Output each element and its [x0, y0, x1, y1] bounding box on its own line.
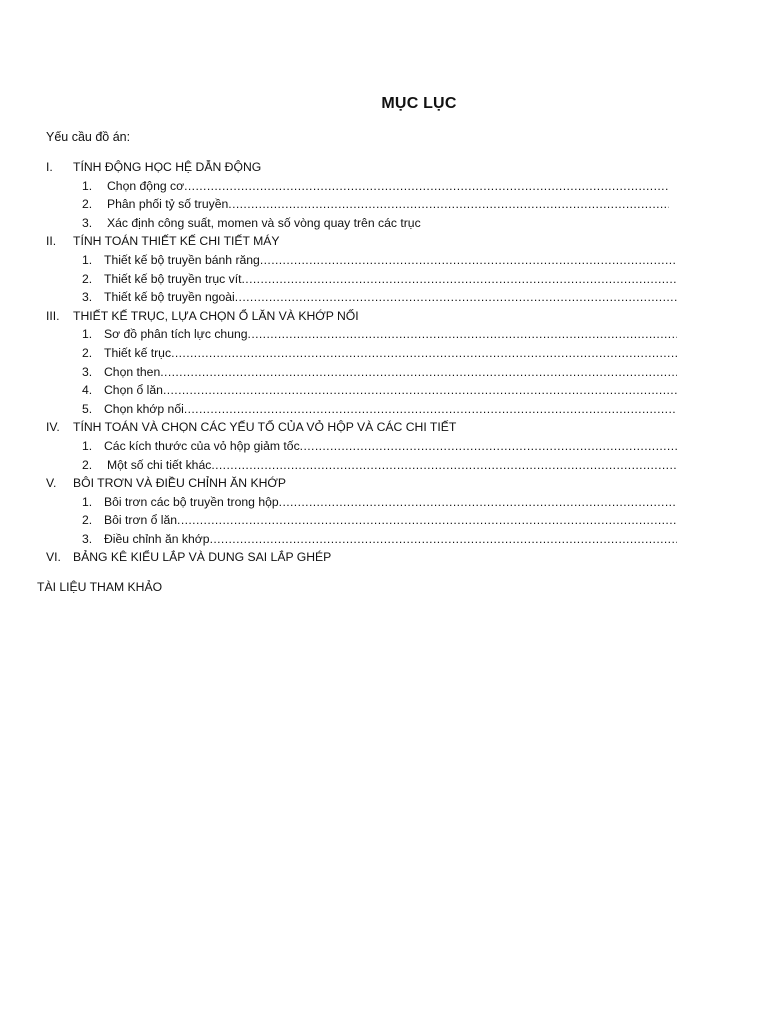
- toc-item: [0, 251, 768, 270]
- dot-leader: [248, 325, 677, 344]
- item-number: 1.: [82, 252, 93, 267]
- toc-entry: [104, 381, 677, 400]
- toc-item: [0, 177, 768, 196]
- section-number: V.: [46, 476, 57, 491]
- dot-leader: [279, 493, 677, 512]
- toc-entry: [104, 437, 677, 456]
- toc-item: [0, 288, 768, 307]
- item-number: 2.: [82, 197, 93, 212]
- toc-entry: [104, 288, 677, 307]
- item-text: Một số chi tiết khác: [107, 457, 212, 472]
- toc-item: [0, 325, 768, 344]
- section-title: TÍNH TOÁN VÀ CHỌN CÁC YẾU TỐ CỦA VỎ HỘP VÀ CÁC CHI TIẾT: [73, 420, 457, 435]
- item-number: 3.: [82, 215, 93, 230]
- item-text: Thiết kế bộ truyền ngoài: [104, 290, 235, 305]
- toc-item: [0, 400, 768, 419]
- item-number: 1.: [82, 494, 93, 509]
- toc-item: [0, 493, 768, 512]
- section-number: VI.: [46, 550, 61, 565]
- toc-entry: [107, 214, 677, 233]
- toc-entry: [107, 177, 669, 196]
- toc-entry: [104, 251, 677, 270]
- item-number: 2.: [82, 271, 93, 286]
- table-of-contents: [0, 158, 768, 567]
- toc-entry: [104, 344, 677, 363]
- references-heading: TÀI LIỆU THAM KHẢO: [37, 580, 163, 594]
- section-title: THIẾT KẾ TRỤC, LỰA CHỌN Ổ LĂN VÀ KHỚP NỐI: [73, 308, 359, 323]
- item-text: Thiết kế trục: [104, 345, 172, 360]
- toc-item: [0, 344, 768, 363]
- toc-entry: [107, 195, 669, 214]
- item-text: Các kích thước của vỏ hộp giảm tốc: [104, 438, 300, 453]
- dot-leader: [235, 288, 677, 307]
- toc-item: [0, 270, 768, 289]
- toc-entry: [104, 400, 677, 419]
- toc-entry: [104, 511, 677, 530]
- item-text: Chọn động cơ: [107, 178, 185, 193]
- toc-section: [0, 474, 768, 493]
- section-title: BẢNG KÊ KIỂU LẮP VÀ DUNG SAI LẮP GHÉP: [73, 550, 332, 565]
- item-text: Chọn ổ lăn: [104, 383, 163, 398]
- item-text: Bôi trơn các bộ truyền trong hộp: [104, 494, 279, 509]
- toc-item: [0, 195, 768, 214]
- dot-leader: [242, 270, 677, 289]
- item-number: 2.: [82, 457, 93, 472]
- toc-entry: [104, 493, 677, 512]
- item-text: Phân phối tỷ số truyền: [107, 197, 229, 212]
- toc-item: [0, 381, 768, 400]
- item-text: Sơ đồ phân tích lực chung: [104, 327, 248, 342]
- dot-leader: [210, 530, 677, 549]
- section-number: III.: [46, 308, 60, 323]
- requirement-label: Yếu cầu đồ án:: [46, 130, 131, 144]
- item-number: 3.: [82, 290, 93, 305]
- item-text: Chọn khớp nối: [104, 401, 184, 416]
- item-number: 5.: [82, 401, 93, 416]
- item-number: 4.: [82, 383, 93, 398]
- toc-entry: [104, 270, 677, 289]
- toc-item: [0, 530, 768, 549]
- item-number: 2.: [82, 345, 93, 360]
- toc-entry: [107, 456, 677, 475]
- section-number: IV.: [46, 420, 60, 435]
- dot-leader: [163, 381, 677, 400]
- toc-section: [0, 158, 768, 177]
- dot-leader: [300, 437, 677, 456]
- toc-entry: [104, 530, 677, 549]
- toc-section: [0, 232, 768, 251]
- item-number: 2.: [82, 513, 93, 528]
- item-text: Bôi trơn ổ lăn: [104, 513, 178, 528]
- dot-leader: [160, 363, 677, 382]
- item-number: 1.: [82, 178, 93, 193]
- toc-item: [0, 363, 768, 382]
- dot-leader: [177, 511, 677, 530]
- toc-section: [0, 418, 768, 437]
- section-number: II.: [46, 234, 57, 249]
- toc-entry: [104, 325, 677, 344]
- section-title: BÔI TRƠN VÀ ĐIỀU CHỈNH ĂN KHỚP: [73, 476, 286, 491]
- section-title: TÍNH ĐỘNG HỌC HỆ DẪN ĐỘNG: [73, 160, 262, 174]
- item-number: 3.: [82, 531, 93, 546]
- page-title: MỤC LỤC: [381, 95, 457, 112]
- toc-item: [0, 456, 768, 475]
- dot-leader: [211, 456, 677, 475]
- dot-leader: [171, 344, 677, 363]
- dot-leader: [228, 195, 669, 214]
- toc-section: [0, 307, 768, 326]
- dot-leader: [260, 251, 677, 270]
- section-title: TÍNH TOÁN THIẾT KẾ CHI TIẾT MÁY: [73, 234, 280, 249]
- item-text: Điều chỉnh ăn khớp: [104, 531, 210, 546]
- toc-entry: [104, 363, 677, 382]
- item-text: Thiết kế bộ truyền bánh răng: [104, 252, 260, 267]
- toc-section: [0, 548, 768, 567]
- item-text: Xác định công suất, momen và số vòng quay trên các trục: [107, 215, 421, 230]
- toc-item: [0, 437, 768, 456]
- item-text: Thiết kế bộ truyền trục vít: [104, 271, 242, 286]
- item-number: 3.: [82, 364, 93, 379]
- item-number: 1.: [82, 438, 93, 453]
- toc-item: [0, 214, 768, 233]
- dot-leader: [184, 400, 677, 419]
- toc-item: [0, 511, 768, 530]
- item-text: Chọn then: [104, 364, 161, 379]
- dot-leader: [184, 177, 669, 196]
- section-number: I.: [46, 160, 53, 174]
- item-number: 1.: [82, 327, 93, 342]
